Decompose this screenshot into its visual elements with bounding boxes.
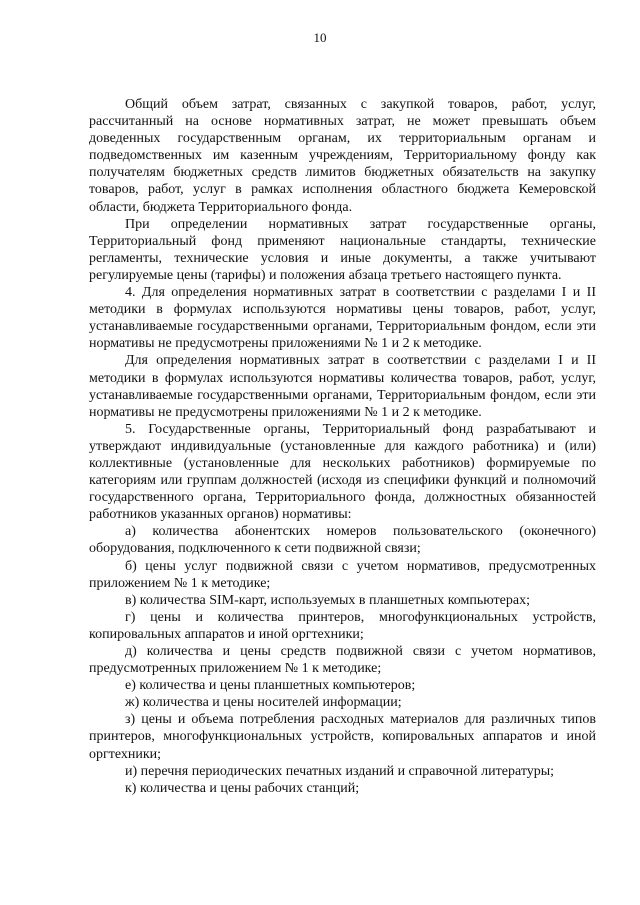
list-item-a: а) количества абонентских номеров пользовательского (оконечного) оборудования, подключенного к сети подвижной связи; [89,524,596,557]
paragraph-standards: При определении нормативных затрат государственные органы, Территориальный фонд применяют национальные стандарты, технические регламенты, технические условия и иные документы, а также учитывают регулируемые цены (тарифы) и положения абзаца третьего настоящего пункта. [89,216,596,283]
list-item-z: з) цены и объема потребления расходных материалов для различных типов принтеров, многофункциональных устройств, копировальных аппаратов и иной оргтехники; [89,712,596,762]
list-item-b: б) цены услуг подвижной связи с учетом нормативов, предусмотренных приложением № 1 к методике; [89,558,596,591]
paragraph-quantity-norms: Для определения нормативных затрат в соответствии с разделами I и II методики в формулах используются нормативы количества товаров, работ, услуг, устанавливаемые государственными органами, Территориальным фондом, если эти нормативы не предусмотрены приложениями № 1 и 2 к методике. [89,353,596,420]
list-item-d: д) количества и цены средств подвижной связи с учетом нормативов, предусмотренных приложением № 1 к методике; [89,644,596,677]
document-body [89,96,596,797]
page-number: 10 [313,30,327,45]
list-item-zh: ж) количества и цены носителей информации; [125,695,402,711]
list-item-v: в) количества SIM-карт, используемых в планшетных компьютерах; [125,592,530,608]
paragraph-total-costs: Общий объем затрат, связанных с закупкой товаров, работ, услуг, рассчитанный на основе нормативных затрат, не может превышать объем доведенных государственным органам, их территориальным органам и подведомственных им казенным учреждениям, Территориальному фонду как получателям бюджетных средств лимитов бюджетных обязательств на закупку товаров, работ, услуг в рамках исполнения областного бюджета Кемеровской области, бюджета Территориального фонда. [89,97,596,215]
list-item-i: и) перечня периодических печатных изданий и справочной литературы; [125,763,555,779]
list-item-k: к) количества и цены рабочих станций; [125,780,360,796]
paragraph-item-5: 5. Государственные органы, Территориальный фонд разрабатывают и утверждают индивидуальные (установленные для каждого работника) и (или) коллективные (установленные для нескольких работников) формируемые по категориям или группам должностей (исходя из специфики функций и полномочий государственного органа, Территориального фонда, должностных обязанностей работников указанных органов) нормативы: [89,421,596,523]
paragraph-item-4: 4. Для определения нормативных затрат в соответствии с разделами I и II методики в формулах используются нормативы цены товаров, работ, услуг, устанавливаемые государственными органами, Территориальным фондом, если эти нормативы не предусмотрены приложениями № 1 и 2 к методике. [89,285,596,352]
list-item-e: е) количества и цены планшетных компьютеров; [125,678,416,694]
list-item-g: г) цены и количества принтеров, многофункциональных устройств, копировальных аппаратов и иной оргтехники; [89,609,596,642]
